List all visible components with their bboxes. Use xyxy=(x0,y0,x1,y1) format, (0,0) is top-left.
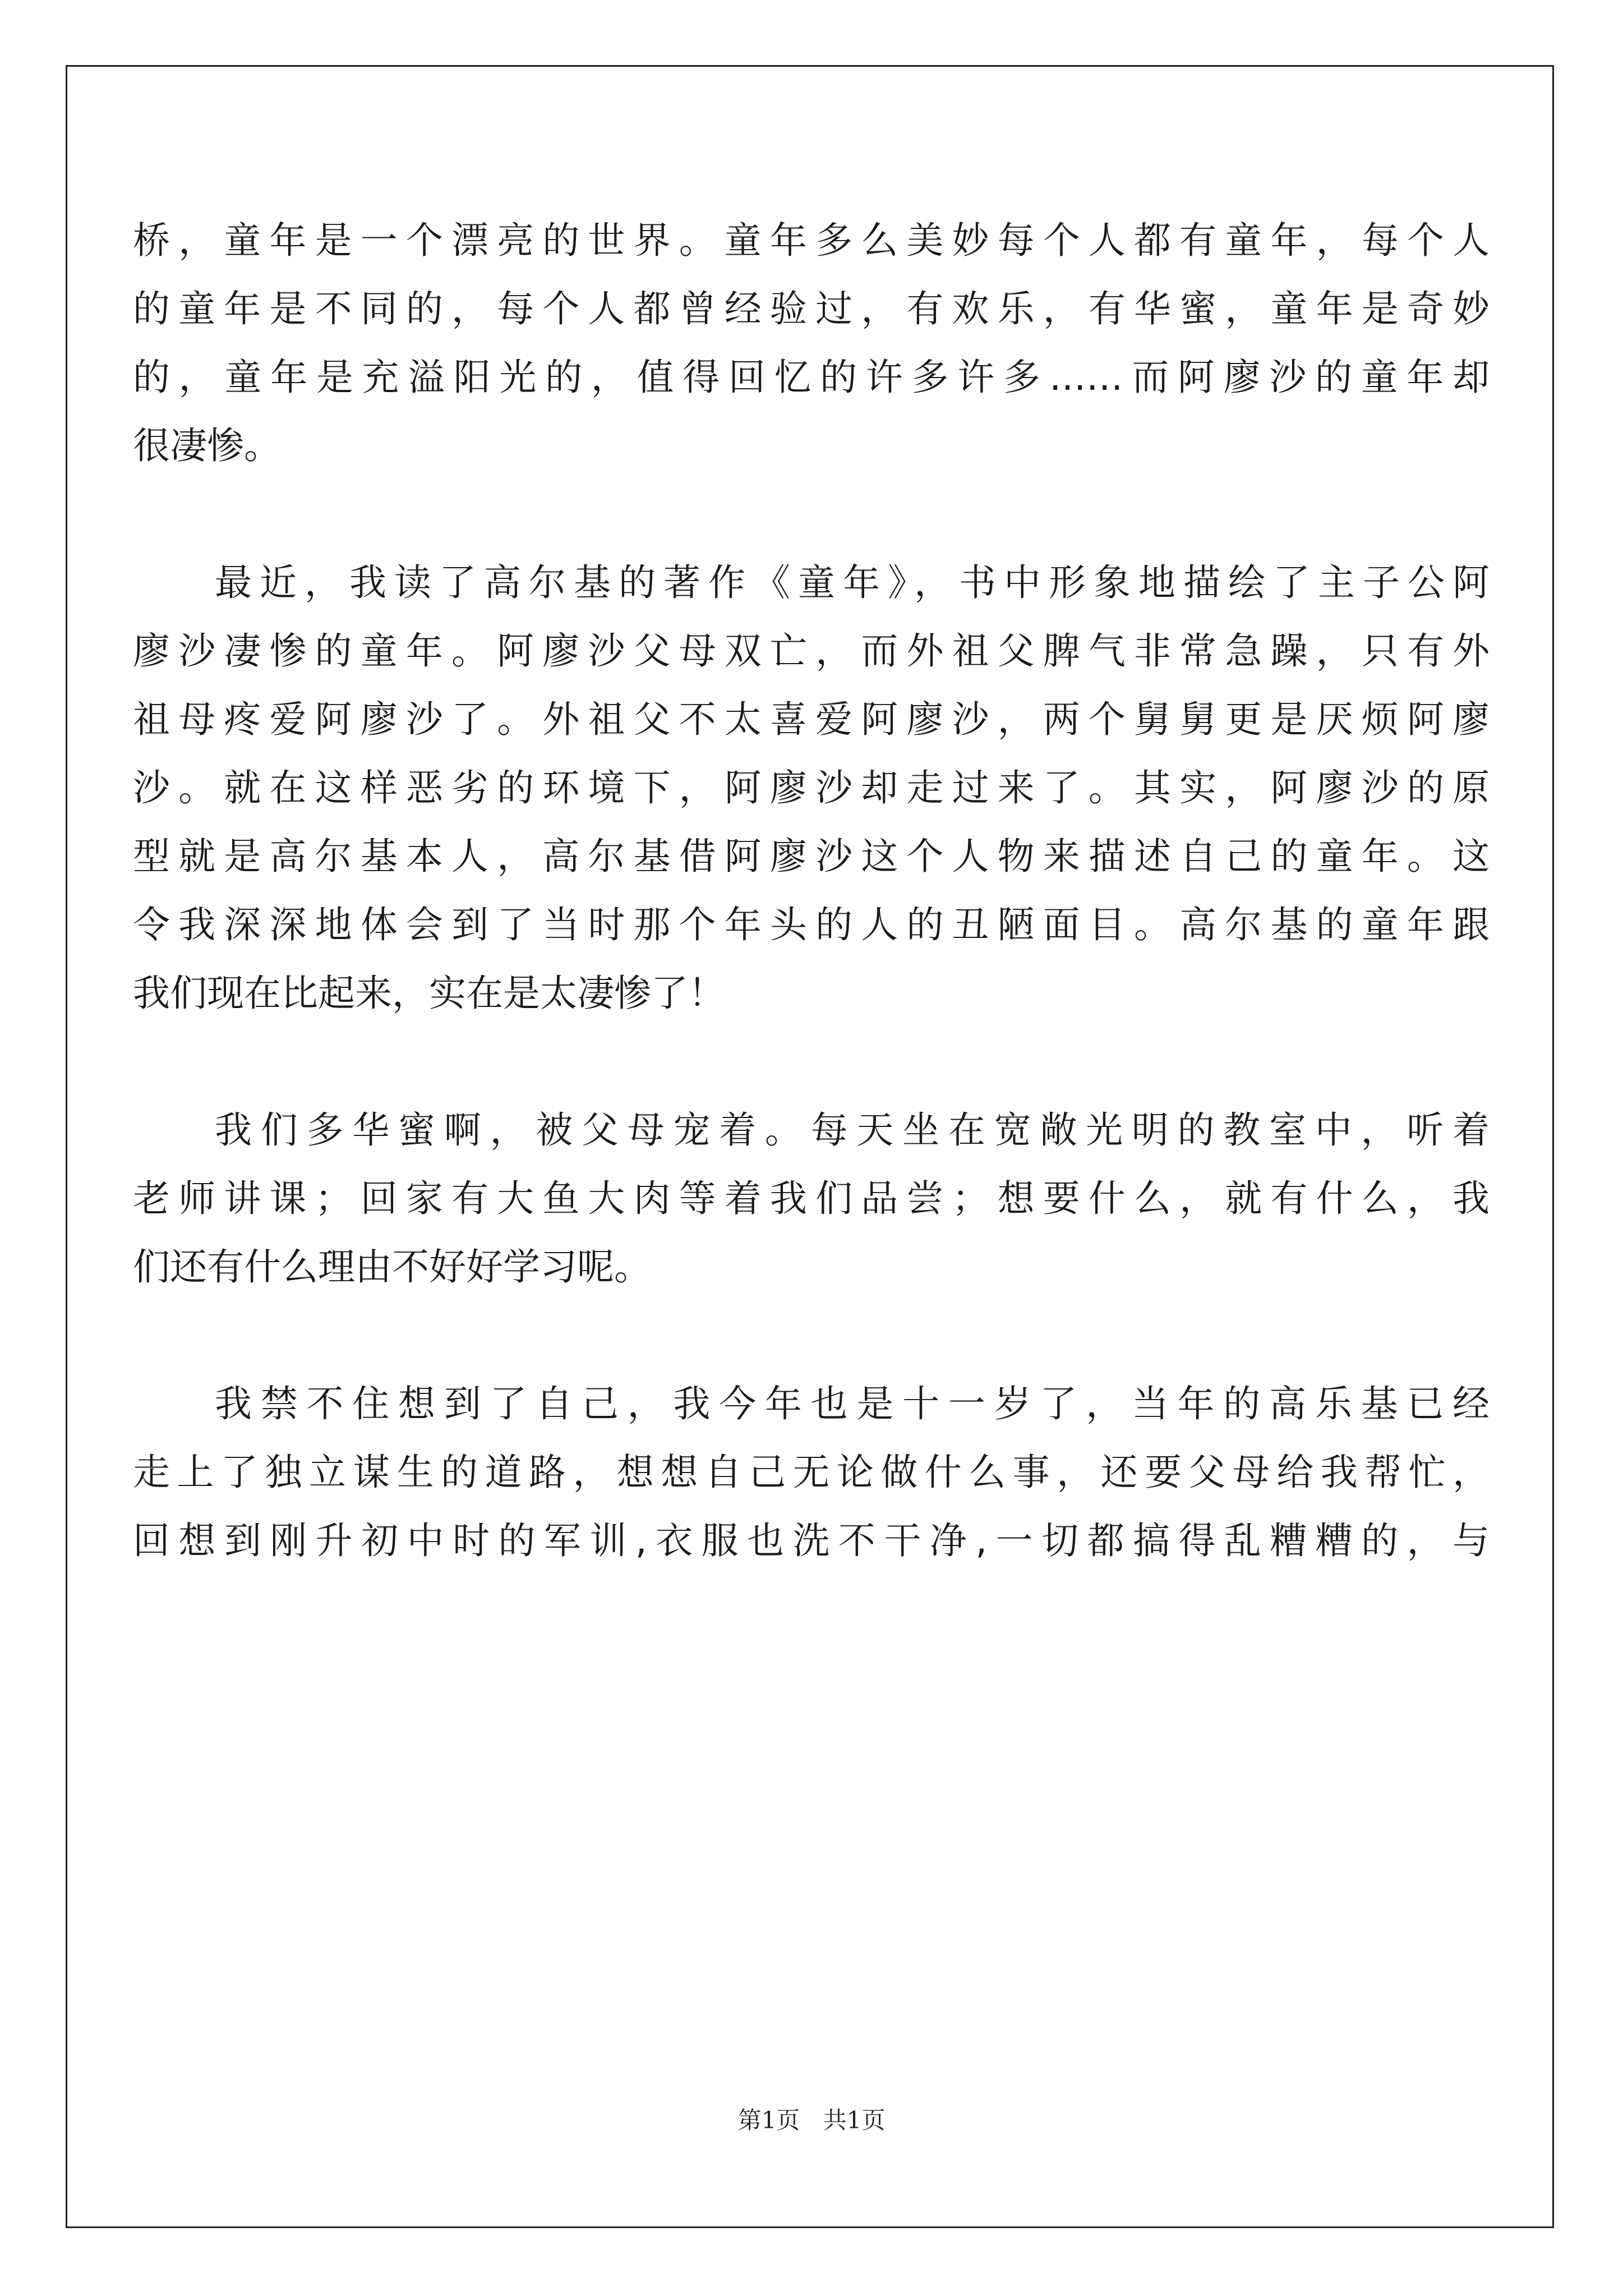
paragraph-gap xyxy=(133,1028,1490,1096)
text-line: 回想到刚升初中时的军训,衣服也洗不干净,一切都搞得乱糟糟的，与 xyxy=(133,1519,1490,1562)
text-line: 祖母疼爱阿廖沙了。外祖父不太喜爱阿廖沙，两个舅舅更是厌烦阿廖 xyxy=(133,698,1490,741)
text-line: 桥，童年是一个漂亮的世界。童年多么美妙每个人都有童年，每个人 xyxy=(133,219,1490,262)
text-line: 很凄惨。 xyxy=(133,424,281,467)
text-line: 廖沙凄惨的童年。阿廖沙父母双亡，而外祖父脾气非常急躁，只有外 xyxy=(133,629,1490,673)
document-body xyxy=(133,206,1490,1575)
text-line: 我们现在比起来，实在是太凄惨了！ xyxy=(133,972,725,1015)
text-line: 老师讲课；回家有大鱼大肉等着我们品尝；想要什么，就有什么，我 xyxy=(133,1177,1490,1220)
text-line: 我禁不住想到了自己，我今年也是十一岁了，当年的高乐基已经 xyxy=(215,1382,1490,1425)
text-line: 走上了独立谋生的道路，想想自己无论做什么事，还要父母给我帮忙， xyxy=(133,1451,1490,1494)
paragraph-gap xyxy=(133,1301,1490,1370)
text-line: 的，童年是充溢阳光的，值得回忆的许多许多……而阿廖沙的童年却 xyxy=(133,356,1490,399)
text-line: 令我深深地体会到了当时那个年头的人的丑陋面目。高尔基的童年跟 xyxy=(133,903,1490,946)
text-line: 们还有什么理由不好好学习呢。 xyxy=(133,1245,651,1289)
text-line: 最近，我读了高尔基的著作《童年》，书中形象地描绘了主子公阿 xyxy=(215,561,1490,604)
page-footer xyxy=(0,2104,1623,2137)
text-line: 的童年是不同的，每个人都曾经验过，有欢乐，有华蜜，童年是奇妙 xyxy=(133,287,1490,330)
page-number-total: 共1页 xyxy=(823,2106,886,2134)
text-line: 型就是高尔基本人，高尔基借阿廖沙这个人物来描述自己的童年。这 xyxy=(133,835,1490,878)
text-line: 我们多华蜜啊，被父母宠着。每天坐在宽敞光明的教室中，听着 xyxy=(215,1108,1490,1152)
paragraph-gap xyxy=(133,480,1490,549)
text-line: 沙。就在这样恶劣的环境下，阿廖沙却走过来了。其实，阿廖沙的原 xyxy=(133,766,1490,809)
page-number-current: 第1页 xyxy=(737,2106,800,2134)
